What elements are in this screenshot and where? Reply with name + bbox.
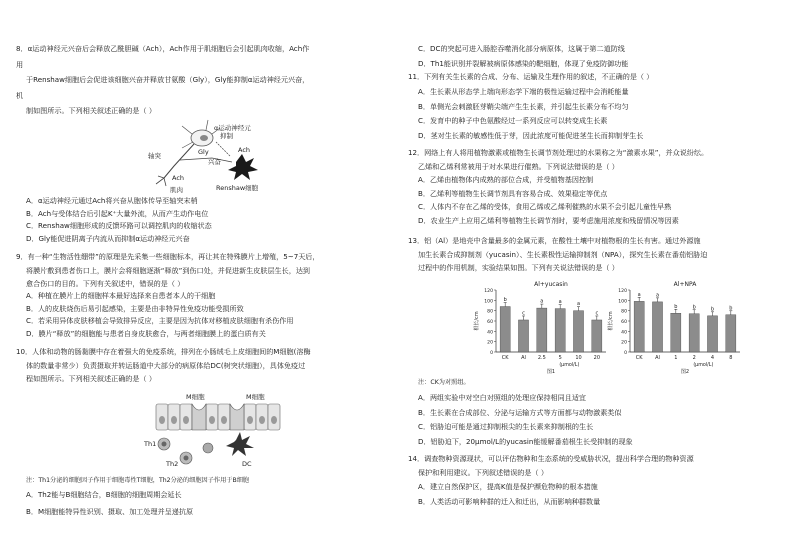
stem-line: 制如图所示。下列相关叙述正确的是（ ） (26, 106, 156, 116)
y-tick-label: 100 (618, 299, 627, 305)
option-c: C．Renshaw细胞形成的反馈环路可以调控肌肉的收缩状态 (26, 221, 212, 231)
bar (652, 302, 662, 352)
option-a: A．乙烯由植物体内成熟的部位合成，并受植物基因控制 (418, 175, 594, 184)
chart-title: Al+yucasin (534, 281, 568, 288)
option-d: D．Gly能促进阴离子内流从而抑制α运动神经元兴奋 (26, 233, 190, 243)
stem-line: 12．网络上有人将用植物激素或植物生长调节剂处理过的水果称之为“激素水果”，并众说纷纭。 (408, 148, 709, 157)
x-tick-label: 2 (692, 355, 696, 361)
option-a: A．α运动神经元通过Ach将兴奋从胞体传导至轴突末梢 (26, 196, 198, 205)
question-8-options (16, 196, 394, 244)
neuron-figure (134, 118, 294, 194)
y-tick-label: 0 (624, 351, 627, 356)
x-tick-label: 1 (674, 355, 678, 361)
stem-line: 体的数量非常少）负责摄取并转运肠道中大部分的病原体给DC(树突状细胞），具体免疫过 (26, 360, 306, 370)
option-a: A．建立自然保护区，提高K值是保护濒危物种的根本措施 (418, 482, 598, 491)
significance-letter: b (729, 305, 733, 312)
significance-letter: c (522, 310, 525, 317)
stem-line: 保护和利用建议。下列叙述错误的是（ ） (418, 467, 548, 477)
bar-chart-yucasin (472, 278, 614, 376)
bar (500, 307, 510, 352)
option-c: C．发育中的种子中色氨酸经过一系列反应可以转变成生长素 (418, 116, 608, 126)
x-tick-label: 4 (710, 355, 715, 361)
bar (537, 308, 547, 352)
option-d: D．农业生产上应用乙烯利等植物生长调节剂时，要考虑施用浓度和残留情况等因素 (418, 215, 679, 225)
option-a: A．种植在膜片上的细胞样本最好选择来自患者本人的干细胞 (26, 291, 216, 300)
question-14-options (408, 482, 786, 507)
label-m-cell-left: M细胞 (186, 393, 205, 401)
chart-caption: 图2 (680, 369, 690, 375)
bar (707, 316, 717, 352)
stem-line: 9．有一种“生物活性绷带”的原理是先采集一些细胞标本，再让其在特殊膜片上增殖，5~7天后， (16, 252, 320, 261)
question-13-note: 注：CK为对照组。 (418, 379, 470, 386)
bar (726, 315, 736, 352)
stem-line: 用 (16, 59, 24, 69)
bar (573, 311, 583, 352)
significance-letter: c (595, 310, 599, 317)
label-axon: 轴突 (148, 152, 161, 160)
option-b: B．人的皮肤烧伤后易引起感染，主要是由非特异性免疫功能受损所致 (26, 303, 244, 313)
significance-letter: b (503, 297, 507, 304)
y-tick-label: 120 (484, 289, 493, 294)
option-a: A．两组实验中对空白对照组的处理应保持相同且适宜 (418, 393, 587, 402)
bar (689, 314, 699, 352)
y-tick-label: 60 (621, 320, 627, 325)
x-tick-label: CK (635, 355, 643, 361)
question-14-stem (408, 454, 786, 478)
y-tick-label: 40 (487, 330, 493, 336)
label-gly: Gly (198, 148, 209, 156)
option-d: D．铝胁迫下，20μmol/L的yucasin能缓解番茄根生长受抑制的现象 (418, 436, 633, 446)
question-13-stem (408, 236, 786, 274)
option-d: D．膜片“释放”的细胞能与患者自身皮肤愈合，与两者细胞膜上的蛋白质有关 (26, 328, 266, 338)
y-tick-label: 120 (618, 289, 627, 294)
significance-letter: b (692, 304, 696, 311)
y-tick-label: 20 (487, 340, 493, 346)
stem-line: 14．调查物种资源现状，可以评估物种和生态系统的受威胁状况，提出科学合理的物种资源 (408, 454, 694, 463)
stem-line: 8．α运动神经元兴奋后会释放乙酰胆碱（Ach），Ach作用于肌细胞后会引起肌肉收缩，Ach作 (16, 44, 310, 53)
bar (555, 309, 565, 352)
question-11-options (408, 87, 786, 141)
y-tick-label: 0 (490, 351, 493, 356)
x-tick-label: 10 (575, 355, 582, 361)
y-tick-label: 100 (484, 299, 493, 305)
x-axis-label: (μmol/L) (559, 363, 580, 368)
question-10-options (16, 490, 394, 517)
option-c: C．DC的突起可进入肠腔吞噬消化部分病原体，这属于第二道防线 (418, 44, 625, 53)
m-cell-figure (142, 390, 292, 470)
stem-line: 程如图所示。下列相关叙述正确的是（ ） (26, 374, 156, 384)
significance-letter: a (655, 292, 660, 299)
bar-chart-npa (606, 278, 748, 376)
option-c: C．铝胁迫可能是通过抑制根尖的生长素来抑制根的生长 (418, 422, 594, 432)
label-th1: Th1 (144, 440, 157, 448)
option-b: B．单侧光会刺激胚芽鞘尖端产生生长素，并引起生长素分布不均匀 (418, 101, 629, 111)
x-tick-label: 8 (729, 355, 733, 361)
label-inhibit: 抑制 (220, 132, 233, 140)
x-axis-label: (μmol/L) (693, 363, 714, 368)
stem-line: 于Renshaw细胞后会促进该细胞兴奋并释放甘氨酸（Gly），Gly能抑制α运动神经元兴奋， (26, 75, 310, 85)
label-m-cell-right: M细胞 (246, 393, 265, 401)
y-tick-label: 20 (621, 340, 627, 346)
question-12-stem (408, 148, 786, 172)
stem-line: 过程中的作用机制，实验结果如图。下列有关说法错误的是（ ） (418, 263, 619, 273)
stem-line: 加生长素合成抑制剂（yucasin）、生长素极性运输抑制剂（NPA），探究生长素在番茄铝胁迫 (418, 249, 708, 259)
label-th2: Th2 (166, 460, 179, 468)
x-tick-label: 5 (558, 355, 562, 361)
significance-letter: a (540, 298, 544, 305)
question-8-stem (16, 44, 394, 117)
bar (592, 320, 602, 352)
significance-letter: a (558, 299, 562, 306)
label-excite: 兴奋 (208, 158, 221, 166)
option-b: B．M细胞能特异性识别、摄取、加工处理并呈递抗原 (26, 506, 194, 516)
label-dc: DC (242, 460, 252, 468)
stem-line: 将膜片敷到患者伤口上，膜片会将细胞逐渐“释放”到伤口处，并促进新生皮肤层生长，达到 (26, 265, 311, 275)
option-c: C．人体内不存在乙烯的受体，食用乙烯或乙烯利催熟的水果不会引起儿童性早熟 (418, 202, 672, 212)
stem-line: 乙烯和乙烯利常被用于对水果进行催熟。下列说法错误的是（ ） (418, 161, 619, 171)
y-tick-label: 80 (487, 309, 493, 315)
stem-line: 机 (16, 90, 24, 100)
option-a: A．生长素从形态学上端向形态学下端的极性运输过程中会消耗能量 (418, 87, 629, 96)
chart-title: Al+NPA (673, 281, 697, 288)
significance-letter: b (710, 306, 715, 313)
question-13-options (408, 393, 786, 447)
label-ach-left: Ach (172, 174, 185, 182)
y-axis-label: 根长/cm (474, 311, 480, 331)
bar (518, 320, 528, 352)
stem-line: 10．人体和动物的肠黏膜中存在着强大的免疫系统，排列在小肠绒毛上皮细胞间的M细胞(溶酶 (16, 347, 311, 356)
label-ach-right: Ach (238, 146, 251, 154)
label-muscle: 肌肉 (170, 186, 183, 194)
significance-letter: b (674, 303, 678, 310)
question-9-options (16, 291, 394, 339)
stem-line: 愈合伤口的目的。下列有关叙述中，错误的是（ ） (26, 279, 185, 289)
y-tick-label: 80 (621, 309, 627, 315)
option-b: B．生长素在合成部位、分泌与运输方式等方面都与动物激素类似 (418, 407, 622, 417)
y-tick-label: 60 (487, 320, 493, 325)
x-tick-label: 2.5 (537, 355, 546, 361)
option-d: D．茎对生长素的敏感性低于芽，因此浓度可能促进茎生长而抑制芽生长 (418, 130, 644, 140)
chart-caption: 图1 (546, 369, 556, 375)
option-a: A．Th2能与B细胞结合，B细胞的细胞周期会延长 (26, 490, 182, 499)
question-10-stem (16, 347, 394, 385)
significance-letter: a (576, 301, 581, 308)
question-10-continued (408, 44, 786, 69)
question-12-options (408, 175, 786, 226)
option-b: B．人类活动可影响种群的迁入和迁出，从而影响种群数量 (418, 496, 601, 506)
y-tick-label: 40 (621, 330, 627, 336)
y-axis-label: 根长/cm (608, 311, 614, 331)
bar (671, 313, 681, 352)
x-tick-label: Al (521, 355, 526, 361)
x-tick-label: Al (655, 355, 660, 361)
label-alpha-neuron: α运动神经元 (214, 124, 251, 132)
bar (634, 301, 644, 352)
option-d: D．Th1能识别并裂解被病原体感染的靶细胞，体现了免疫防御功能 (418, 58, 629, 68)
x-tick-label: 20 (593, 355, 601, 361)
option-b: B．乙烯利等植物生长调节剂具有容易合成、效果稳定等优点 (418, 188, 608, 198)
stem-line: 13．铝（Al）是地壳中含量最多的金属元素，在酸性土壤中对植物根的生长有害。通过外源施 (408, 236, 701, 245)
label-renshaw: Renshaw细胞 (216, 184, 259, 192)
question-10-note: 注：Th1分泌的细胞因子作用于细胞毒性T细胞，Th2分泌的细胞因子作用于B细胞 (26, 477, 250, 484)
question-11-stem: 11．下列有关生长素的合成、分布、运输及生理作用的叙述，不正确的是（ ） (408, 72, 654, 81)
question-9-stem (16, 252, 394, 290)
option-b: B．Ach与受体结合后引起K⁺大量外流，从而产生动作电位 (26, 208, 209, 218)
x-tick-label: CK (501, 355, 509, 361)
significance-letter: a (637, 291, 641, 298)
option-c: C．若采用异体皮肤移植会导致排异反应，主要是因为抗体对移植皮肤细胞有杀伤作用 (26, 316, 294, 326)
